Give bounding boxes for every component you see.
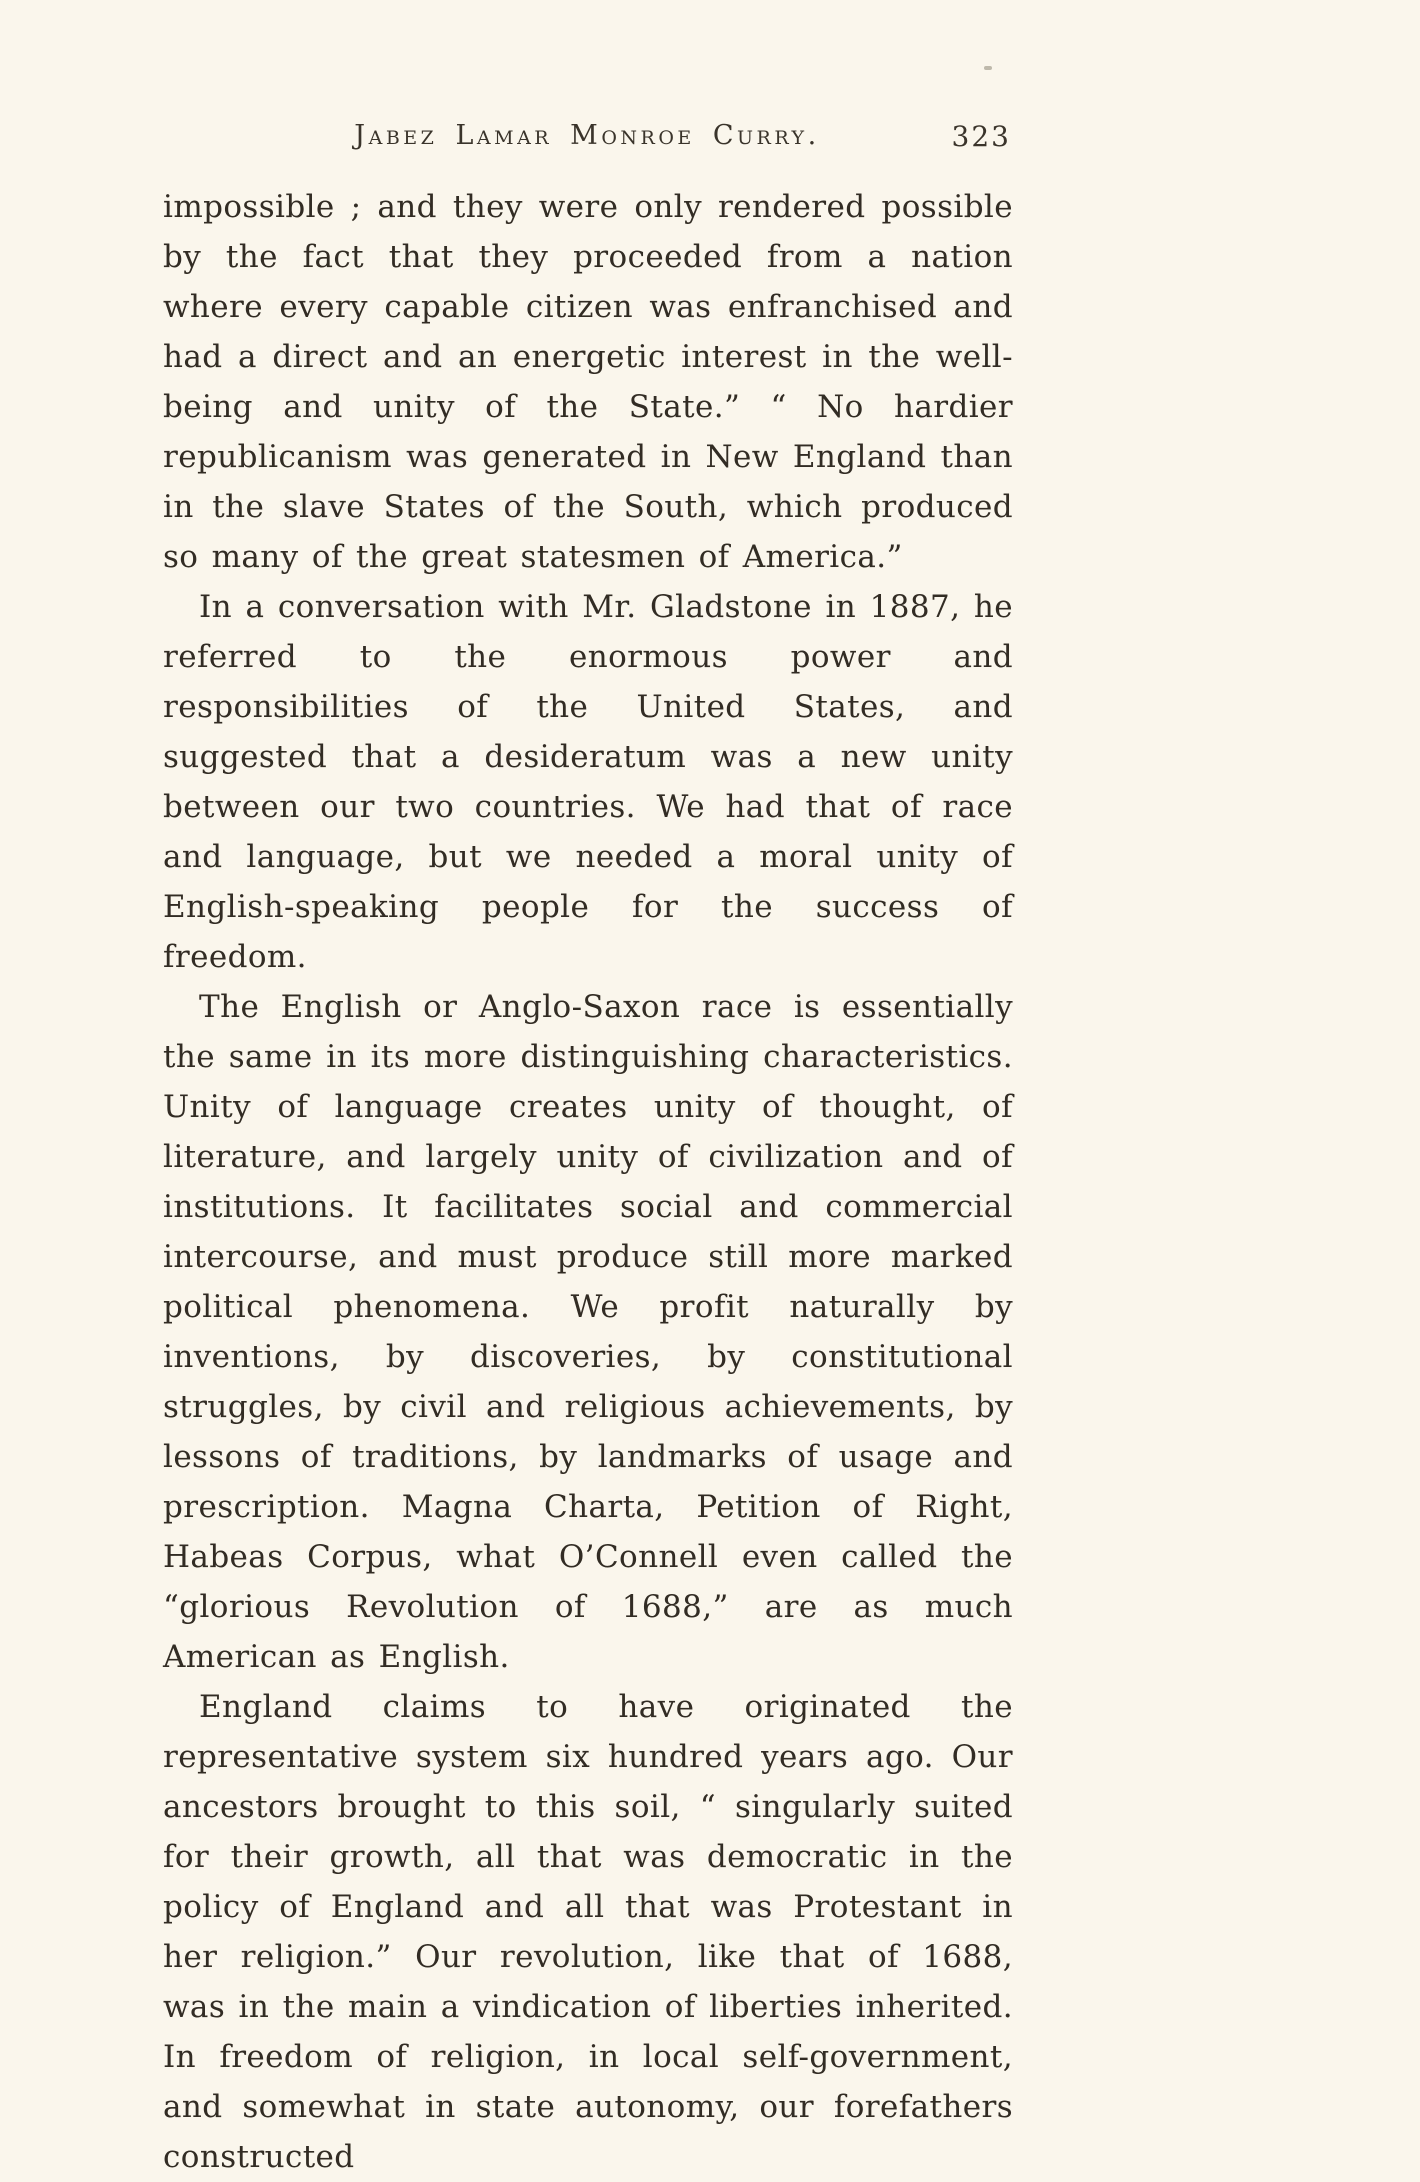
- body-text-block: [163, 182, 1013, 2182]
- paragraph-3: The English or Anglo-Saxon race is essentially the same in its more distinguishing characteristics. Unity of language creates unity of thought, of literature, and largely unity of civilization and of institutions. It facilitates social and commercial intercourse, and must produce still more marked political phenomena. We profit naturally by inventions, by discoveries, by constitutional struggles, by civil and religious achievements, by lessons of traditions, by landmarks of usage and prescription. Magna Charta, Petition of Right, Habeas Corpus, what O’Connell even called the “glorious Revolution of 1688,” are as much American as English.: [163, 989, 1013, 1675]
- paragraph-1: impossible ; and they were only rendered possible by the fact that they proceeded from a nation where every capable citizen was enfranchised and had a direct and an energetic interest in the well-being and unity of the State.” “ No hardier republicanism was generated in New England than in the slave States of the South, which produced so many of the great statesmen of America.”: [163, 189, 1013, 575]
- running-header-title: Jabez Lamar Monroe Curry.: [354, 120, 820, 151]
- paragraph-4: England claims to have originated the representative system six hundred years ago. Our ancestors brought to this soil, “ singularly suited for their growth, all that was democratic in the policy of England and all that was Protestant in her religion.” Our revolution, like that of 1688, was in the main a vindication of liberties inherited. In freedom of religion, in local self-government, and somewhat in state autonomy, our forefathers constructed: [163, 1689, 1013, 2175]
- page-number: 323: [951, 120, 1011, 153]
- page-header: [163, 120, 1011, 166]
- paragraph-2: In a conversation with Mr. Gladstone in 1887, he referred to the enormous power and responsibilities of the United States, and suggested that a desideratum was a new unity between our two countries. We had that of race and language, but we needed a moral unity of English-speaking people for the success of freedom.: [163, 589, 1013, 975]
- scan-artifact-mark: [984, 66, 992, 70]
